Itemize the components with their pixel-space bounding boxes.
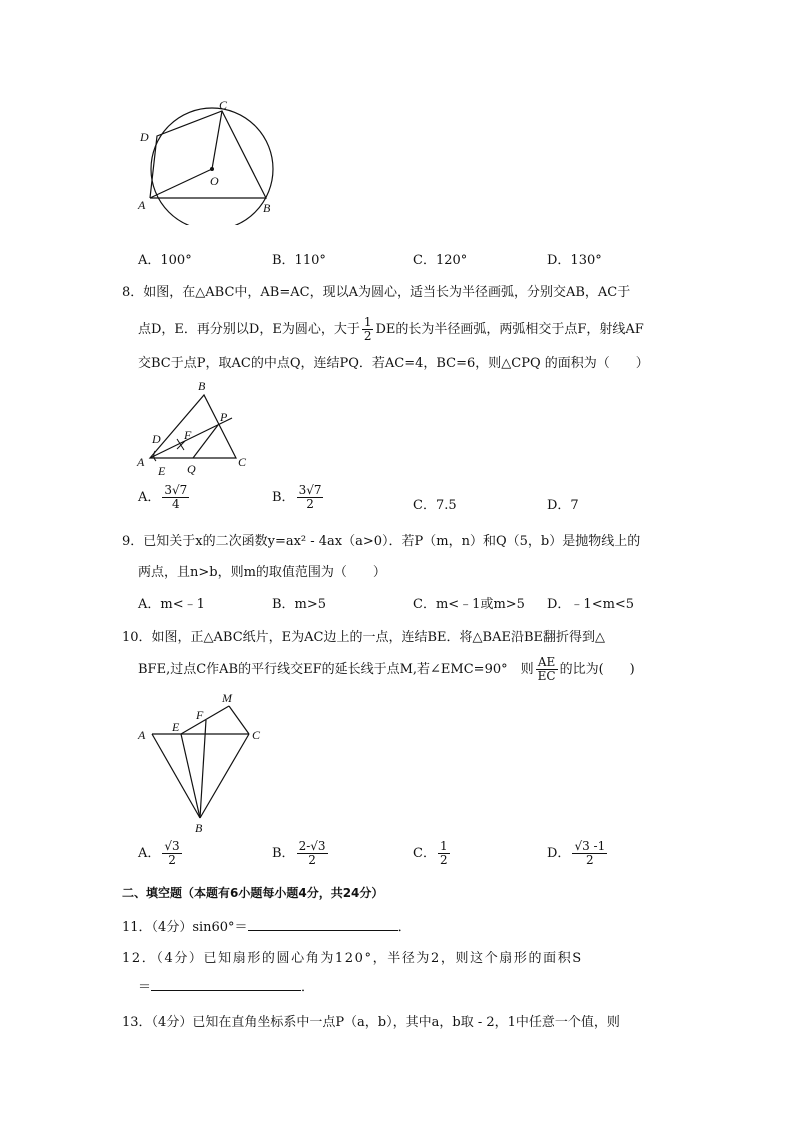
q10-figure [132, 690, 272, 838]
q7-radius-oa [150, 169, 212, 198]
q8-label-f: F [184, 428, 192, 442]
q8-option-a: A． $\frac{3√7}{4}$ [138, 483, 188, 511]
q8-fraction-half: $\frac{1}{2}$ [363, 315, 372, 343]
q7-label-c: C [219, 98, 228, 112]
q7-figure [130, 95, 290, 225]
q10-text-line1: 10．如图，正△ABC纸片，E为AC边上的一点，连结BE．将△BAE沿BE翻折得到△ [122, 630, 606, 645]
q8-option-c: C．7.5 [413, 498, 457, 513]
q12-text-line2: ＝ ． [138, 980, 315, 995]
q7-option-b: B．110° [272, 253, 326, 268]
q7-center-dot [210, 167, 214, 171]
q9-option-c: C．m<﹣1或m>5 [413, 597, 525, 612]
q7-label-a: A [138, 198, 146, 212]
q8-option-b: B． $\frac{3√7}{2}$ [272, 483, 322, 511]
q13-text-line1: 13．（4分）已知在直角坐标系中一点P（a，b），其中a，b取 - 2，1中任意一个值，则 [122, 1015, 620, 1030]
q10-label-m: M [222, 691, 232, 705]
q11-answer-blank[interactable] [248, 918, 398, 931]
q7-option-a: A．100° [138, 253, 192, 268]
q7-label-o: O [210, 174, 219, 188]
q10-label-f: F [196, 708, 204, 722]
q9-text-line1: 9．已知关于x的二次函数y=ax² - 4ax（a>0）．若P（m，n）和Q（5，b）是抛物线上的 [122, 534, 641, 549]
q8-text-line1: 8．如图，在△ABC中，AB=AC，现以A为圆心，适当长为半径画弧，分别交AB，AC于 [122, 285, 631, 300]
q10-side-cb [200, 734, 249, 818]
q10-label-c: C [252, 728, 261, 742]
q12-text-line1: 12．（4分）已知扇形的圆心角为120°，半径为2，则这个扇形的面积S [122, 951, 583, 966]
q8-figure [132, 375, 262, 480]
q8-label-a: A [137, 455, 145, 469]
q10-text-line2: BFE,过点C作AB的平行线交EF的延长线于点M,若∠EMC=90° 则 $\frac{AE}{EC}$ 的比为( ) [138, 655, 635, 683]
q8-arc-f2 [177, 441, 185, 449]
q8-label-e: E [158, 464, 166, 478]
q7-radius-oc [212, 111, 222, 169]
q8-line2-post: DE的长为半径画弧，两弧相交于点F，射线AF [375, 322, 644, 337]
q10-segment-eb [181, 734, 200, 818]
q8-text-line2 [138, 316, 644, 343]
q8-triangle-abc [150, 395, 236, 458]
q11-text: 11．（4分）sin60°＝ ． [122, 920, 411, 935]
q10-side-ab [152, 734, 200, 818]
q10-option-a: A． $\frac{√3}{2}$ [138, 839, 180, 867]
q10-option-b: B． $\frac{2-√3}{2}$ [272, 839, 326, 867]
section-heading-fill-in: 二、填空题（本题有6小题每小题4分，共24分） [122, 886, 384, 900]
q9-text-line2: 两点，且n>b，则m的取值范围为（ ） [138, 565, 386, 580]
q12-answer-blank[interactable] [151, 978, 301, 991]
q7-option-c: C．120° [413, 253, 468, 268]
q8-segment-pq [193, 425, 218, 458]
q7-label-b: B [263, 201, 271, 215]
q8-option-d: D．7 [547, 498, 579, 513]
q8-label-b: B [198, 379, 206, 393]
q10-label-e: E [172, 720, 180, 734]
q10-option-c: C． $\frac{1}{2}$ [413, 839, 448, 867]
q7-option-d: D．130° [547, 253, 602, 268]
q8-label-d: D [152, 432, 161, 446]
q10-segment-mc [229, 706, 249, 734]
q10-option-d: D． $\frac{√3 -1}{2}$ [547, 839, 606, 867]
q9-option-d: D．﹣1<m<5 [547, 597, 635, 612]
q8-label-q: Q [187, 462, 196, 476]
q10-label-b: B [195, 821, 203, 835]
q7-label-d: D [140, 130, 149, 144]
q7-quadrilateral [150, 111, 266, 198]
q8-label-c: C [238, 455, 247, 469]
q10-segment-fb [200, 720, 206, 818]
q9-option-a: A．m<﹣1 [138, 597, 205, 612]
q9-option-b: B．m>5 [272, 597, 327, 612]
q8-line2-pre: 点D，E．再分别以D，E为圆心，大于 [138, 322, 360, 337]
q8-label-p: P [220, 410, 228, 424]
q10-label-a: A [138, 728, 146, 742]
q10-fraction-ae-ec: $\frac{AE}{EC}$ [537, 655, 556, 683]
q8-text-line3: 交BC于点P，取AC的中点Q，连结PQ．若AC=4，BC=6，则△CPQ 的面积为（ ） [138, 356, 649, 371]
